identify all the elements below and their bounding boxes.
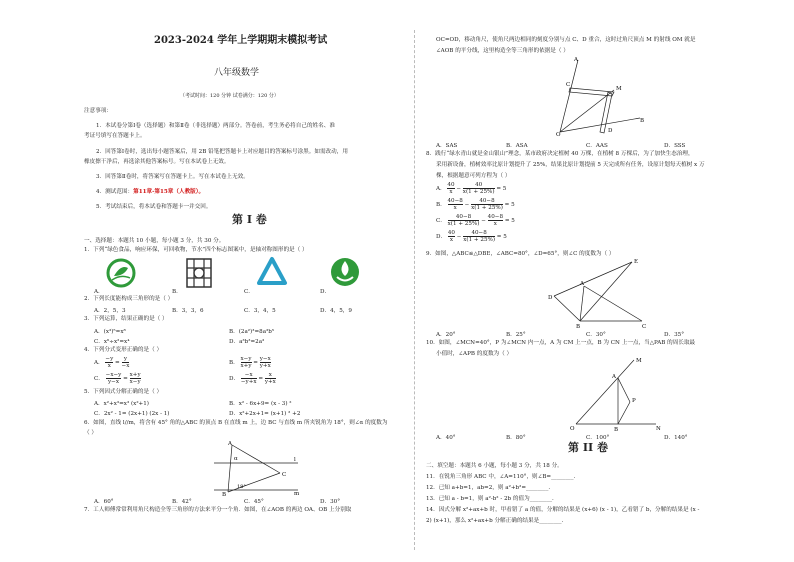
q8-option-c-label: C． [436,218,446,224]
fraction: $\frac{40-8}{x}$ [447,198,463,211]
fill-question: 11．在锐角三角形 ABC 中，∠A=110°，则∠B=________. [426,474,576,480]
q10-stem: 10．如图，∠MCN=40°，P 为∠MCN 内一点，A 为 CM 上一点，B 为 CN 上一点，当△PAB 的周长取最 [426,340,696,346]
q3-stem: 3．下列运算，结果正确的是（ ） [84,316,168,322]
q8-option-a: A． $\frac{40}{x}$ − $\frac{40}{x(1 + 25\%)}$ = 5 [436,182,507,195]
fraction: $\frac{40}{x}$ [447,182,455,195]
fraction: $\frac{x}{y+x}$ [264,372,276,385]
q2-option-a: A．2，5，3 [94,308,126,314]
q6-stem: 6．如图，直线 l//m，将含有 45° 角的△ABC 的顶点 B 在直线 m 上，边 BC 与直线 m 所夹锐角为 18°，则∠α 的度数为 [84,420,388,426]
q4-option-c-label: C． [94,376,104,382]
q6-option-b: B．42° [172,499,192,505]
q3-option-d: D．a³b³=2a³ [229,339,265,345]
q10-label-p: P [632,398,636,404]
fraction: $\frac{40-8}{x(1 + 25\%)}$ [463,230,496,243]
section-2-title: 第 II 卷 [568,441,608,454]
q4-option-b-label: B． [229,360,239,366]
q10-label-o: O [570,426,575,432]
notes-heading: 注意事项： [84,108,112,114]
scope-value: 第11章-第15章（人教版）。 [133,189,205,195]
q8-option-b-label: B． [436,202,446,208]
q7-option-b: B．ASA [506,143,528,149]
q2-option-b: B．3，3，6 [172,308,204,314]
q3-option-b: B．(2a²)³=8a³b⁵ [229,329,275,335]
q7-option-d: D．SSS [664,143,686,149]
q10-option-c: C．100° [586,435,610,441]
q10-option-d: D．140° [664,435,688,441]
q7-option-c: C．AAS [586,143,608,149]
q6-label-c: C [282,472,287,478]
fill-question: 12．已知 a+b=1，ab=2，则 a²+b²=________. [426,485,551,491]
exam-info: （考试时间：120 分钟 试卷满分：120 分） [180,93,279,99]
q7-stem: 7．工人师傅常常利用角尺构造全等三角形的方法来平分一个角．如图，在∠AOB 的两边 OA、OB 上分别取 [84,507,352,513]
q1-option-c: C． [244,289,254,295]
q4-option-d-label: D． [229,376,240,382]
q9-option-a: A．20° [436,332,456,338]
q9-label-b: B [576,324,581,330]
q8-stem: 8．践行“绿水青山就是金山银山”理念，某市政府决定植树 40 万棵，在植树 8 万棵后，为了加快生态治理， [426,151,694,157]
q10-label-b: B [614,427,619,433]
q9-label-c: C [642,324,647,330]
exam-title: 2023-2024 学年上学期期末模拟考试 [154,35,328,46]
q8-stem: 采用新设备，植树效率比原计划提升了 25%，结果比原计划提前 5 天完成所有任务，设原计划每天植树 x 万 [436,162,705,168]
note-line: 1．本试卷分第Ⅰ卷（选择题）和第Ⅱ卷（非选择题）两部分。答卷前，考生务必将自己的姓名、准 [96,123,335,129]
q7-cont: OC=OD，移动角尺，使角尺两边相同的刻度分别与点 C、D 重合，这时过角尺顶点 M 的射线 OM 就是 [436,37,696,43]
right-column [426,0,756,562]
q7-label-c: C [566,82,571,88]
q4-option-c: C． $\frac{-x-y}{y-x}$ = $\frac{x+y}{x-y}$ [94,372,141,385]
q8-option-d-label: D． [436,234,447,240]
q2-stem: 2．下列长度能构成三角形的是（ ） [84,296,174,302]
note-line: 橡皮擦干净后，再选涂其他答案标号。写在本试卷上无效。 [84,159,230,165]
fraction: $\frac{x+y}{x-y}$ [129,372,141,385]
q7-label-b: B [640,118,645,124]
fraction: $\frac{-x}{-y+x}$ [240,372,257,385]
note-line: 2．回答第Ⅰ卷时，选出每小题答案后，用 2B 铅笔把答题卡上对应题目的答案标号涂黑。如需改动，用 [96,149,348,155]
note-line: 考证号填写在答题卡上。 [84,133,146,139]
q9-label-d: D [548,295,553,301]
q5-option-a: A．x²+x³=x³ (x²+1) [94,401,149,407]
fraction: $\frac{x-y}{x+y}$ [240,356,252,369]
fraction: $\frac{40-8}{x(1 + 25\%)}$ [447,214,480,227]
q4-option-d: D． $\frac{-x}{-y+x}$ = $\frac{x}{y+x}$ [229,372,276,385]
q1-option-a: A． [94,289,104,295]
fraction: $\frac{-x-y}{y-x}$ [105,372,122,385]
q3-option-c: C．x⁶÷x²=x⁴ [94,339,130,345]
q6-figure [210,440,300,496]
fraction: $\frac{40-8}{x}$ [487,214,504,227]
q7-label-d: D [608,128,613,134]
q1-option-b: B． [172,289,182,295]
q9-option-c: C．30° [586,332,606,338]
q5-option-d: D．x²+2x+1= (x+1) ² +2 [229,411,301,417]
q8-stem: 棵，根据题意可列方程为（ ） [436,173,511,179]
scope-label: 4．测试范围： [96,189,134,195]
q10-option-a: A．40° [436,435,456,441]
q7-label-m: M [616,86,622,92]
left-column [84,0,406,562]
section-2-intro: 二、填空题：本题共 6 小题，每小题 3 分，共 18 分。 [426,463,563,469]
q6-option-a: A．60° [94,499,114,505]
q9-option-b: B．25° [506,332,526,338]
q1-stem: 1．下列“绿色食品，响应环保，可回收物，节水”四个标志图案中，是轴对称图形的是（ ） [84,247,308,253]
q4-option-a: A． $\frac{-y}{x}$ = $\frac{y}{-x}$ [94,356,130,369]
fill-question: 2) (x+1)，那么 x²+ax+b 分解正确的结果是________. [426,518,564,524]
q1-option-d: D． [320,289,331,295]
q10-figure [566,356,666,432]
q6-option-c: C．45° [244,499,264,505]
fraction: $\frac{y}{-x}$ [121,356,130,369]
note-line: 3．回答第Ⅱ卷时，将答案写在答题卡上。写在本试卷上无效。 [96,174,249,180]
fill-question: 13．已知 a - b=1，则 a²-b² - 2b 的值为________. [426,496,554,502]
fraction: $\frac{40}{x}$ [447,230,455,243]
q7-figure [556,56,646,136]
q7-label-o: O [556,132,561,138]
q8-option-d: D． $\frac{40}{x}$ − $\frac{40-8}{x(1 + 25\%)}$ = 5 [436,230,507,243]
q6-label-m: m [294,491,300,497]
water-saving-icon [330,256,360,288]
exam-subtitle: 八年级数学 [214,68,260,78]
q10-label-m: M [636,358,642,364]
column-divider [414,30,415,550]
q7-option-a: A．SAS [436,143,458,149]
q2-option-d: D．4，5，9 [320,308,352,314]
q9-label-e: E [634,259,639,265]
fraction: $\frac{40}{x(1 + 25\%)}$ [462,182,495,195]
q6-label-angle: 18° [237,484,246,490]
q2-option-c: C．3，4，5 [244,308,276,314]
q8-option-c: C． $\frac{40-8}{x(1 + 25\%)}$ − $\frac{40-8}{x}$ = 5 [436,214,515,227]
q4-stem: 4．下列分式变形正确的是（ ） [84,347,163,353]
fraction: $\frac{-y}{x}$ [105,356,114,369]
q5-option-c: C．2x² - 1= (2x+1) (2x - 1) [94,411,170,417]
section-1-title: 第 I 卷 [232,213,267,226]
fraction: $\frac{y-x}{y+x}$ [259,356,271,369]
q4-option-a-label: A． [94,360,104,366]
q6-label-alpha: α [234,456,238,462]
note-line: 5．考试结束后，将本试卷和答题卡一并交回。 [96,204,212,210]
q10-stem: 小值时，∠APB 的度数为（ ） [436,351,513,357]
note-line [96,189,204,196]
recycle-icon [256,256,288,288]
q8-option-a-label: A． [436,186,446,192]
q9-figure [546,258,646,328]
q8-option-b: B． $\frac{40-8}{x}$ − $\frac{40-8}{x(1 + 25\%)}$ = 5 [436,198,515,211]
q6-stem: （ ） [84,430,97,436]
q5-option-b: B．x² - 6x+9= (x - 3) ² [229,401,292,407]
q6-label-a: A [228,441,232,447]
q10-option-b: B．80° [506,435,526,441]
q9-stem: 9．如图，△ABC≌△DBE，∠ABC=80°，∠D=65°，则∠C 的度数为（ ） [426,251,615,257]
q9-option-d: D．35° [664,332,684,338]
q4-option-b: B． $\frac{x-y}{x+y}$ = $\frac{y-x}{y+x}$ [229,356,271,369]
eco-pattern-logo-icon [184,256,214,290]
q10-label-a: A [612,374,616,380]
q3-option-a: A．(x³)⁵=x⁸ [94,329,126,335]
q7-cont: ∠AOB 的平分线，这里构造全等三角形的依据是（ ） [436,48,569,54]
q7-label-a: A [574,57,578,63]
q6-option-d: D．30° [320,499,340,505]
q6-label-b: B [222,492,227,498]
q5-stem: 5．下列因式分解正确的是（ ） [84,389,163,395]
fraction: $\frac{40-8}{x(1 + 25\%)}$ [471,198,503,211]
q10-label-n: N [656,426,661,432]
q6-label-l: l [294,457,296,463]
q9-label-a: A [580,281,584,287]
green-food-logo-icon [106,256,136,290]
fill-question: 14．因式分解 x²+ax+b 时，甲看错了 a 的值，分解的结果是 (x+6) (x - 1)，乙看错了 b，分解的结果是 (x - [426,507,700,513]
section-1-intro: 一、选择题：本题共 10 小题，每小题 3 分，共 30 分。 [84,238,225,244]
